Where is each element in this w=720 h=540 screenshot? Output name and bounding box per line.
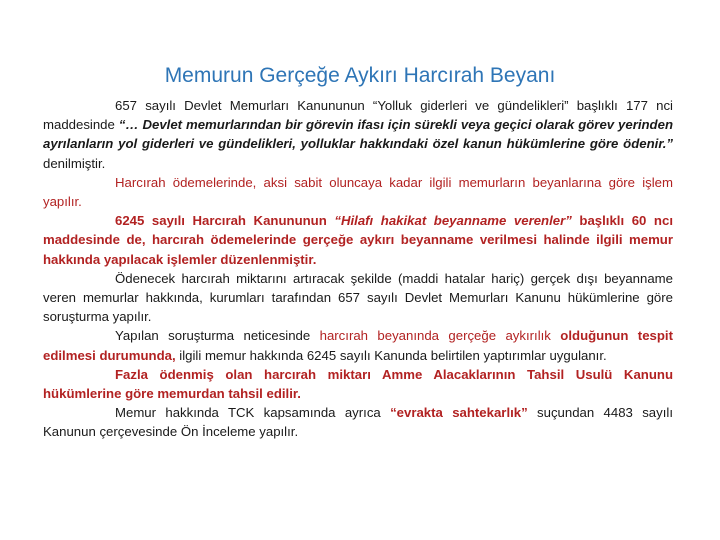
- paragraph-2: [43, 173, 673, 211]
- page-title: Memurun Gerçeğe Aykırı Harcırah Beyanı: [164, 64, 556, 87]
- paragraph-text: ilgili memur hakkında 6245 sayılı Kanunda belirtilen yaptırımlar uygulanır.: [175, 347, 607, 363]
- quoted-heading: “Hilafı hakikat beyanname verenler”: [334, 213, 572, 229]
- paragraph-6: [43, 365, 673, 403]
- highlighted-text: aksi sabit oluncaya kadar ilgili memurların beyanlarına göre işlem yapılır.: [43, 174, 673, 210]
- paragraph-1: [43, 96, 673, 173]
- paragraph-text: Yapılan soruşturma neticesinde: [115, 328, 320, 344]
- quoted-article-text: “… Devlet memurlarından bir görevin ifası için sürekli veya geçici olarak görev yerinden ayrılanların yol giderleri ve gündelikleri, yolluklar hakkındaki özel kanun hükümlerine göre ödenir.”: [43, 117, 673, 152]
- highlighted-text: harcırah beyanında gerçeğe aykırılık: [319, 328, 551, 344]
- paragraph-text: denilmiştir.: [43, 155, 106, 171]
- highlighted-text: “evrakta sahtekarlık”: [390, 405, 528, 421]
- highlighted-text: başlıklı 60 ncı maddesinde de, harcırah ödemelerinde gerçeğe aykırı beyanname verilmesi halinde ilgili memur hakkında yapılacak işlemler düzenlenmiştir.: [43, 213, 673, 267]
- highlighted-text: Harcırah ödemelerinde,: [115, 174, 257, 190]
- document-body: [43, 96, 673, 442]
- paragraph-5: [43, 326, 673, 364]
- paragraph-3: [43, 211, 673, 269]
- paragraph-text: Ödenecek harcırah miktarını artıracak şekilde (maddi hatalar hariç) gerçek dışı beyanname veren memurlar hakkında, kurumları tarafından 657 sayılı Devlet Memurları Kanunu hükümlerine göre soruşturma yapılır.: [43, 270, 673, 325]
- paragraph-text: Memur hakkında TCK kapsamında ayrıca: [115, 405, 391, 421]
- paragraph-7: [43, 403, 673, 441]
- highlighted-text: olduğunun tespit edilmesi durumunda,: [43, 328, 673, 363]
- highlighted-text: Fazla ödenmiş olan harcırah miktarı Amme Alacaklarının Tahsil Usulü Kanunu hükümlerine göre memurdan tahsil edilir.: [43, 366, 673, 402]
- paragraph-text: [551, 328, 560, 343]
- paragraph-text: 657 sayılı Devlet Memurları Kanununun “Yolluk giderleri ve gündelikleri” başlıklı 177 nci maddesinde: [43, 98, 673, 133]
- paragraph-4: [43, 269, 673, 327]
- paragraph-text: suçundan 4483 sayılı Kanunun çerçevesinde Ön İnceleme yapılır.: [43, 405, 673, 440]
- highlighted-text: 6245 sayılı Harcırah Kanununun: [115, 213, 335, 229]
